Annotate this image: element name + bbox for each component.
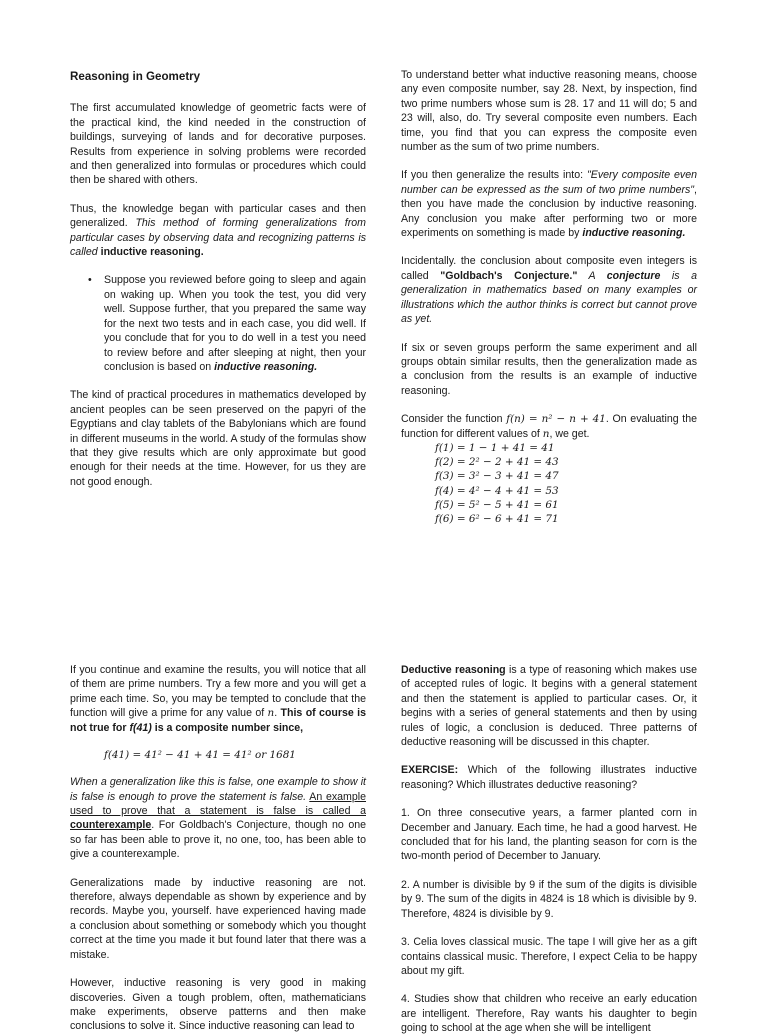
text: Consider the function	[401, 413, 507, 426]
paragraph: Generalizations made by inductive reasoning are not. therefore, always dependable as shown by experience and by records. Maybe you, yourself. have experienced having made a conclusion about something or somebody which you thought correct at the time you made it but found later that there was a mistake.	[70, 876, 366, 961]
paragraph	[401, 168, 697, 240]
evaluation-line: f(3) = 3² − 3 + 41 = 47	[435, 470, 559, 483]
text: . On evaluating the function for different values of	[401, 413, 697, 440]
emphasis-f41: f(41)	[129, 721, 152, 734]
function-definition: f(n) = n² − n + 41	[506, 413, 606, 426]
text: Which of the following illustrates inductive reasoning? Which illustrates deductive reasoning?	[401, 764, 697, 791]
evaluation-line: f(2) = 2² − 2 + 41 = 43	[435, 456, 559, 469]
italic-text: When a generalization like this is false, one example to show it is false is enough to prove the statement is false.	[70, 776, 366, 803]
quoted-generalization: "Every composite even number can be expressed as the sum of two prime numbers"	[401, 169, 697, 196]
function-evaluations	[401, 441, 697, 526]
evaluation-line: f(5) = 5² − 5 + 41 = 61	[435, 498, 559, 511]
text: If you continue and examine the results, you will notice that all of them are prime numbers. Try a few more and you will get a prime each time. So, you may be tempted to conclude that the function will give a prime for any value of	[70, 664, 366, 720]
right-top-column	[401, 68, 697, 526]
exercise-prompt	[401, 763, 697, 792]
right-bottom-column	[401, 663, 697, 1036]
term-inductive-reasoning: inductive reasoning.	[100, 246, 204, 259]
text: A	[577, 269, 607, 282]
bullet-dot: •	[88, 274, 92, 287]
definition-text: is a generalization in mathematics based on many examples or illustrations which the author thinks is correct but cannot prove as yet.	[401, 269, 697, 326]
text: , then you have made the conclusion by inductive reasoning. Any conclusion you make after performing two or more experiments on something is made by	[401, 183, 697, 240]
paragraph	[70, 775, 366, 861]
emphasis-text: is a composite number since,	[151, 721, 304, 734]
exercise-item: 2. A number is divisible by 9 if the sum of the digits is divisible by 9. The sum of the digits in 4824 is 18 which is divisible by 9. Therefore, 4824 is divisible by 9.	[401, 878, 697, 920]
term-deductive-reasoning: Deductive reasoning	[401, 664, 506, 676]
paragraph	[70, 663, 366, 735]
exercise-item: 1. On three consecutive years, a farmer planted corn in December and January. Each time, he had a good harvest. He concluded that for his land, the planting season for corn is the two-month period of December to January.	[401, 807, 697, 863]
equation-f41: f(41) = 41² − 41 + 41 = 41² or 1681	[104, 749, 296, 762]
paragraph: The kind of practical procedures in mathematics developed by ancient peoples can be seen preserved on the papyri of the Egyptians and clay tablets of the Babylonians which are found in different museums in the world. A study of the formulas show that they give results which are only approximate but good enough for their needs at the time. However, for us they are not good enough.	[70, 389, 366, 488]
left-bottom-column	[70, 663, 366, 1034]
paragraph	[401, 254, 697, 326]
text: If you then generalize the results into:	[401, 169, 588, 182]
term-inductive-reasoning: inductive reasoning.	[582, 227, 686, 240]
exercise-item: 3. Celia loves classical music. The tape I will give her as a gift contains classical music. Therefore, I expect Celia to be happy about my gift.	[401, 936, 697, 977]
emphasis-text: This of course is not true for	[70, 707, 366, 734]
text: Suppose you reviewed before going to sleep and again on waking up. When you took the test, you did very well. Suppose further, that you prepared the same way for the next two tests and in each case, you did well. If you conclude that for you to do well in a test you need to review before and after sleeping at night, then your conclusion is based on	[104, 274, 366, 373]
term-goldbach: "Goldbach's Conjecture."	[440, 269, 578, 282]
text: is a type of reasoning which makes use of accepted rules of logic. It begins with a general statement and then the statement is applied to particular cases. Or, it begins with a series of general statements and then by using rules of logic, a conclusion is deduced. Three patterns of deductive reasoning will be discussed in this chapter.	[401, 664, 697, 749]
bullet-item	[70, 273, 366, 374]
left-top-column	[70, 70, 366, 489]
text: Thus, the knowledge began with particular cases and then generalized.	[70, 202, 366, 230]
evaluation-line: f(1) = 1 − 1 + 41 = 41	[435, 441, 555, 454]
paragraph	[70, 202, 366, 260]
evaluation-line: f(6) = 6² − 6 + 41 = 71	[435, 512, 559, 525]
paragraph: The first accumulated knowledge of geometric facts were of the practical kind, the kind needed in the construction of buildings, surveying of lands and for decorative purposes. Results from experience in solving problems were recorded and then generalized into formulas or procedures which could then be shared with others.	[70, 102, 366, 187]
term-inductive-reasoning: inductive reasoning.	[214, 360, 318, 373]
term-counterexample: counterexample	[70, 819, 152, 832]
paragraph	[401, 412, 697, 441]
paragraph	[401, 663, 697, 749]
paragraph: To understand better what inductive reasoning means, choose any even composite number, say 28. Next, by inspection, find two prime numbers whose sum is 28. 17 and 11 will do; 5 and 23 will, also, do. Try several composite even numbers. Each time, you find that you can express the composite even number as the sum of two prime numbers.	[401, 69, 697, 154]
text: Incidentally. the conclusion about composite even integers is called	[401, 255, 697, 282]
text: . For Goldbach's Conjecture, though no one so far has been able to prove it, no one, too, has been able to give a counterexample.	[70, 819, 366, 861]
underlined-definition: An example used to prove that a statement is false is called a	[70, 790, 367, 818]
text: .	[274, 707, 281, 720]
term-conjecture: conjecture	[606, 269, 661, 282]
paragraph: However, inductive reasoning is very good in making discoveries. Given a tough problem, often, mathematicians make experiments, observe patterns and then make conclusions to solve it. Since inductive reasoning can lead to	[70, 977, 366, 1033]
text: , we get.	[549, 427, 590, 440]
exercise-item: 4. Studies show that children who receive an early education are intelligent. Therefore, Ray wants his daughter to begin going to school at the age when she will be intelligent	[401, 993, 697, 1035]
definition-text: This method of forming generalizations from particular cases by observing data and recognizing patterns is called	[70, 217, 366, 259]
paragraph: If six or seven groups perform the same experiment and all groups obtain similar results, then the generalization made as a conclusion from the results is an example of inductive reasoning.	[401, 341, 697, 397]
variable-n: n	[542, 427, 550, 440]
section-title: Reasoning in Geometry	[70, 70, 201, 83]
variable-n: n	[267, 707, 275, 720]
exercise-label: EXERCISE:	[401, 764, 459, 777]
evaluation-line: f(4) = 4² − 4 + 41 = 53	[435, 484, 559, 497]
